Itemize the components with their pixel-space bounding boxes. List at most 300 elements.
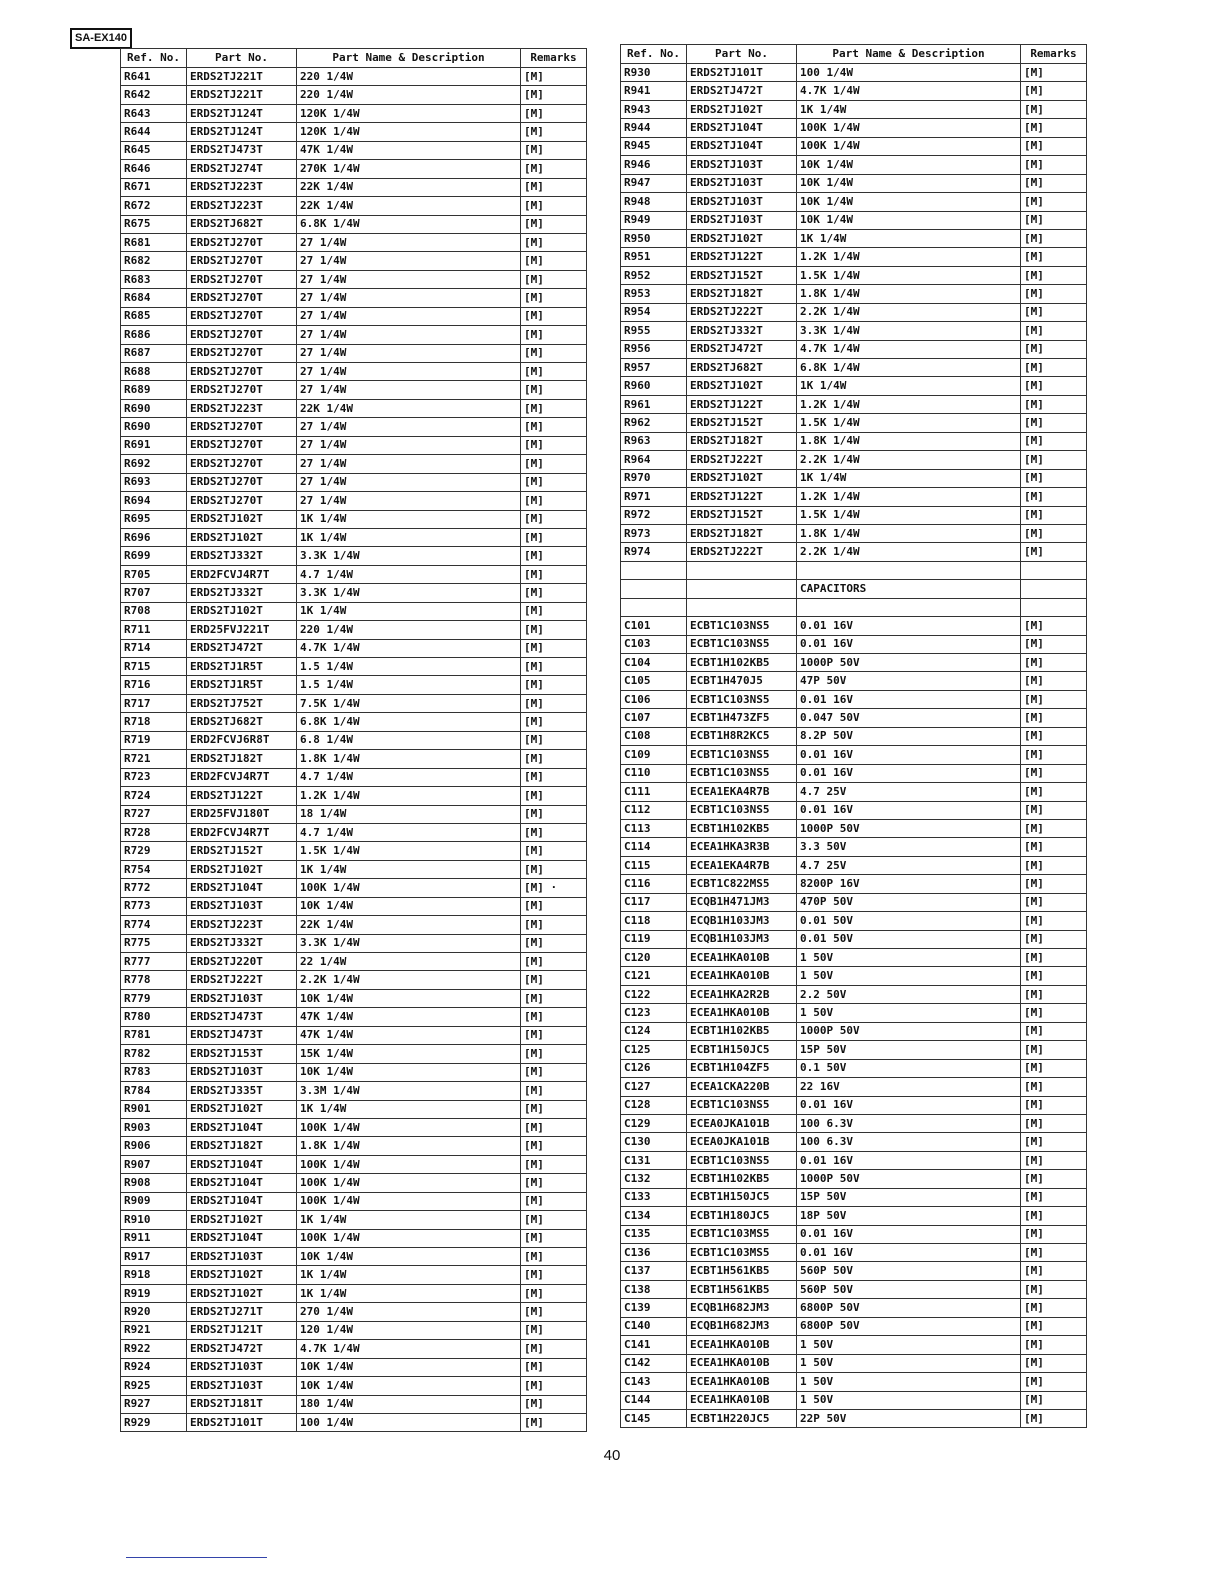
cell-part-no: ERDS2TJ182T (187, 750, 297, 768)
cell-remarks: [M] (1021, 1373, 1087, 1391)
cell-part-no: ERDS2TJ104T (187, 1229, 297, 1247)
cell-part-no: ERDS2TJ682T (187, 215, 297, 233)
cell-remarks: [M] (521, 1413, 587, 1431)
cell-part-no: ECEA1HKA010B (687, 967, 797, 985)
table-row (121, 1137, 587, 1155)
cell-ref-no: R705 (121, 565, 187, 583)
cell-ref-no: R721 (121, 750, 187, 768)
cell-remarks: [M] (1021, 359, 1087, 377)
cell-remarks: [M] (521, 842, 587, 860)
cell-remarks: [M] (521, 270, 587, 288)
cell-remarks: [M] (521, 934, 587, 952)
cell-ref-no: R920 (121, 1303, 187, 1321)
table-row (121, 436, 587, 454)
cell-remarks: [M] (521, 565, 587, 583)
table-row (121, 823, 587, 841)
col-remarks: Remarks (521, 49, 587, 68)
table-row (621, 1409, 1087, 1427)
cell-ref-no: R953 (621, 285, 687, 303)
cell-part-no: ERDS2TJ472T (687, 340, 797, 358)
cell-ref-no: C108 (621, 727, 687, 745)
cell-ref-no: R694 (121, 492, 187, 510)
model-label: SA-EX140 (70, 28, 132, 49)
cell-part-no: ECEA1CKA220B (687, 1078, 797, 1096)
cell-ref-no: R910 (121, 1211, 187, 1229)
cell-ref-no: R719 (121, 731, 187, 749)
table-row (121, 989, 587, 1007)
cell-ref-no: C116 (621, 875, 687, 893)
table-row (621, 1078, 1087, 1096)
cell-part-no: ERDS2TJ332T (687, 322, 797, 340)
cell-ref-no: R644 (121, 123, 187, 141)
cell-ref-no: C134 (621, 1207, 687, 1225)
cell-description: 1K 1/4W (297, 528, 521, 546)
table-row (121, 694, 587, 712)
cell-remarks: [M] (521, 197, 587, 215)
cell-remarks: [M] (1021, 856, 1087, 874)
cell-description: 1 50V (797, 1391, 1021, 1409)
cell-remarks: [M] (1021, 414, 1087, 432)
cell-description: 1.5K 1/4W (797, 266, 1021, 284)
cell-description: 100K 1/4W (297, 1229, 521, 1247)
cell-remarks: [M] (1021, 635, 1087, 653)
cell-part-no: ECEA1HKA010B (687, 949, 797, 967)
cell-remarks: [M] (521, 713, 587, 731)
cell-remarks: [M] (521, 160, 587, 178)
cell-part-no: ERDS2TJ103T (187, 897, 297, 915)
cell-part-no: ERDS2TJ104T (687, 137, 797, 155)
table-row (621, 561, 1087, 579)
cell-remarks: [M] (521, 1377, 587, 1395)
table-row (121, 344, 587, 362)
cell-part-no: ERDS2TJ122T (687, 488, 797, 506)
table-row (621, 1041, 1087, 1059)
cell-part-no: ERDS2TJ152T (687, 266, 797, 284)
table-row (121, 547, 587, 565)
cell-remarks: [M] (521, 1395, 587, 1413)
table-row (621, 469, 1087, 487)
cell-part-no: ECEA1EKA4R7B (687, 783, 797, 801)
cell-remarks: [M] (521, 694, 587, 712)
cell-ref-no: C125 (621, 1041, 687, 1059)
cell-ref-no: R729 (121, 842, 187, 860)
cell-ref-no: R754 (121, 860, 187, 878)
cell-ref-no: R778 (121, 971, 187, 989)
cell-remarks: [M] (1021, 1354, 1087, 1372)
table-row (121, 1266, 587, 1284)
table-row (121, 197, 587, 215)
table-row (121, 363, 587, 381)
cell-remarks: [M] (1021, 1022, 1087, 1040)
cell-part-no: ECBT1H150JC5 (687, 1188, 797, 1206)
cell-remarks: [M] (1021, 285, 1087, 303)
cell-ref-no: C128 (621, 1096, 687, 1114)
cell-description: 270K 1/4W (297, 160, 521, 178)
cell-part-no: ECBT1H561KB5 (687, 1262, 797, 1280)
table-row (621, 1207, 1087, 1225)
cell-part-no: ERDS2TJ222T (687, 451, 797, 469)
cell-ref-no: C121 (621, 967, 687, 985)
table-row (621, 580, 1087, 598)
cell-description: 1 50V (797, 1373, 1021, 1391)
parts-table-left-body (121, 68, 587, 1432)
cell-part-no: ECEA1HKA010B (687, 1336, 797, 1354)
cell-remarks: [M] (1021, 543, 1087, 561)
table-row (621, 488, 1087, 506)
table-row (621, 875, 1087, 893)
cell-part-no: ERDS2TJ270T (187, 344, 297, 362)
cell-remarks: [M] (1021, 229, 1087, 247)
cell-remarks: [M] (521, 916, 587, 934)
cell-ref-no: R696 (121, 528, 187, 546)
cell-description: 10K 1/4W (797, 211, 1021, 229)
cell-remarks (1021, 561, 1087, 579)
table-row (621, 985, 1087, 1003)
cell-description: 27 1/4W (297, 455, 521, 473)
cell-ref-no: R973 (621, 524, 687, 542)
cell-description: 2.2K 1/4W (297, 971, 521, 989)
cell-description: 27 1/4W (297, 307, 521, 325)
cell-ref-no: R955 (621, 322, 687, 340)
cell-part-no: ECBT1H102KB5 (687, 819, 797, 837)
cell-part-no: ECBT1H180JC5 (687, 1207, 797, 1225)
cell-part-no: ERDS2TJ682T (687, 359, 797, 377)
cell-description: 180 1/4W (297, 1395, 521, 1413)
table-row (621, 893, 1087, 911)
cell-part-no: ECEA1HKA3R3B (687, 838, 797, 856)
table-row (621, 156, 1087, 174)
cell-remarks: [M] (1021, 322, 1087, 340)
cell-remarks: [M] (521, 1026, 587, 1044)
cell-ref-no: R929 (121, 1413, 187, 1431)
cell-part-no: ERDS2TJ124T (187, 123, 297, 141)
cell-ref-no: C119 (621, 930, 687, 948)
cell-description: 27 1/4W (297, 289, 521, 307)
cell-part-no: ERDS2TJ274T (187, 160, 297, 178)
cell-ref-no: R642 (121, 86, 187, 104)
cell-part-no: ECEA0JKA101B (687, 1133, 797, 1151)
cell-ref-no: C132 (621, 1170, 687, 1188)
table-row (621, 1262, 1087, 1280)
cell-description: 10K 1/4W (797, 174, 1021, 192)
table-row (621, 1170, 1087, 1188)
cell-ref-no: R645 (121, 141, 187, 159)
cell-part-no: ERDS2TJ473T (187, 141, 297, 159)
cell-ref-no: C104 (621, 654, 687, 672)
cell-ref-no: R780 (121, 1008, 187, 1026)
cell-remarks: [M] (1021, 1280, 1087, 1298)
cell-remarks: [M] (1021, 1078, 1087, 1096)
cell-remarks: [M] (521, 123, 587, 141)
cell-ref-no: R903 (121, 1118, 187, 1136)
cell-remarks: [M] (521, 510, 587, 528)
cell-part-no: ERDS2TJ270T (187, 307, 297, 325)
cell-ref-no: R686 (121, 326, 187, 344)
table-row (121, 123, 587, 141)
cell-part-no: ERD2FCVJ4R7T (187, 768, 297, 786)
cell-ref-no: R688 (121, 363, 187, 381)
table-row (121, 141, 587, 159)
table-row (621, 1336, 1087, 1354)
cell-description: 1000P 50V (797, 1170, 1021, 1188)
table-row (621, 727, 1087, 745)
cell-description: 10K 1/4W (797, 193, 1021, 211)
cell-ref-no: R961 (621, 395, 687, 413)
cell-part-no: ECBT1C822MS5 (687, 875, 797, 893)
cell-part-no: ERDS2TJ104T (187, 1174, 297, 1192)
cell-remarks: [M] (1021, 949, 1087, 967)
cell-ref-no: R908 (121, 1174, 187, 1192)
cell-remarks: [M] (521, 1358, 587, 1376)
cell-part-no (687, 561, 797, 579)
cell-description: 27 1/4W (297, 363, 521, 381)
table-row (621, 119, 1087, 137)
cell-description: 6800P 50V (797, 1317, 1021, 1335)
cell-description (797, 561, 1021, 579)
cell-remarks: [M] (521, 621, 587, 639)
cell-description: 18 1/4W (297, 805, 521, 823)
cell-description: 10K 1/4W (297, 1248, 521, 1266)
cell-description: 0.01 16V (797, 1096, 1021, 1114)
cell-ref-no: C145 (621, 1409, 687, 1427)
table-row (121, 233, 587, 251)
cell-ref-no: R971 (621, 488, 687, 506)
cell-description: 27 1/4W (297, 233, 521, 251)
cell-part-no: ERDS2TJ102T (187, 528, 297, 546)
table-row (121, 510, 587, 528)
cell-part-no: ECBT1C103NS5 (687, 801, 797, 819)
cell-remarks: [M] (521, 676, 587, 694)
cell-description: 1 50V (797, 1354, 1021, 1372)
cell-part-no: ECBT1H220JC5 (687, 1409, 797, 1427)
cell-description: 4.7K 1/4W (297, 639, 521, 657)
cell-part-no: ERDS2TJ102T (187, 1284, 297, 1302)
cell-ref-no: C118 (621, 912, 687, 930)
cell-part-no: ECEA1EKA4R7B (687, 856, 797, 874)
cell-part-no: ERDS2TJ221T (187, 86, 297, 104)
table-row (621, 709, 1087, 727)
cell-ref-no: R774 (121, 916, 187, 934)
table-row (621, 1188, 1087, 1206)
cell-part-no: ERDS2TJ332T (187, 547, 297, 565)
cell-description: 100 6.3V (797, 1133, 1021, 1151)
cell-part-no: ERDS2TJ220T (187, 953, 297, 971)
cell-part-no: ERDS2TJ332T (187, 584, 297, 602)
cell-ref-no: R943 (621, 100, 687, 118)
cell-description: 15P 50V (797, 1041, 1021, 1059)
table-row (121, 455, 587, 473)
cell-remarks: [M] (1021, 1114, 1087, 1132)
table-row (621, 1317, 1087, 1335)
cell-ref-no: R683 (121, 270, 187, 288)
cell-ref-no: R772 (121, 879, 187, 897)
cell-ref-no: C103 (621, 635, 687, 653)
cell-part-no: ERDS2TJ103T (687, 193, 797, 211)
cell-remarks: [M] (521, 1100, 587, 1118)
cell-description: 120K 1/4W (297, 123, 521, 141)
table-row (121, 621, 587, 639)
cell-ref-no: C130 (621, 1133, 687, 1151)
cell-part-no: ECBT1C103NS5 (687, 1151, 797, 1169)
cell-ref-no: R919 (121, 1284, 187, 1302)
table-row (121, 1174, 587, 1192)
cell-part-no: ERDS2TJ122T (187, 787, 297, 805)
cell-description: 1000P 50V (797, 654, 1021, 672)
cell-description: 0.01 16V (797, 635, 1021, 653)
cell-ref-no: R962 (621, 414, 687, 432)
cell-part-no: ERDS2TJ102T (687, 377, 797, 395)
cell-part-no: ECBT1H102KB5 (687, 1170, 797, 1188)
cell-description: 1000P 50V (797, 819, 1021, 837)
table-row (121, 86, 587, 104)
cell-remarks: [M] (1021, 654, 1087, 672)
cell-remarks: [M] (521, 787, 587, 805)
table-row (621, 1373, 1087, 1391)
cell-remarks: [M] (1021, 709, 1087, 727)
cell-remarks: [M] (1021, 875, 1087, 893)
table-row (121, 584, 587, 602)
cell-part-no: ERDS2TJ270T (187, 252, 297, 270)
cell-part-no: ERDS2TJ182T (687, 285, 797, 303)
cell-remarks: [M] (1021, 1391, 1087, 1409)
cell-ref-no: R690 (121, 418, 187, 436)
table-row (621, 949, 1087, 967)
cell-part-no: ERDS2TJ104T (187, 1155, 297, 1173)
cell-ref-no: C123 (621, 1004, 687, 1022)
page-number: 40 (603, 1447, 621, 1464)
cell-ref-no: R727 (121, 805, 187, 823)
cell-ref-no: R643 (121, 104, 187, 122)
table-row (121, 160, 587, 178)
cell-ref-no: C126 (621, 1059, 687, 1077)
table-row (121, 1229, 587, 1247)
cell-description: 3.3K 1/4W (797, 322, 1021, 340)
cell-ref-no: C122 (621, 985, 687, 1003)
cell-remarks: [M] (1021, 137, 1087, 155)
cell-description: 22 16V (797, 1078, 1021, 1096)
table-row (621, 838, 1087, 856)
cell-remarks: [M] (1021, 1409, 1087, 1427)
table-row (121, 381, 587, 399)
cell-part-no: ERDS2TJ101T (687, 64, 797, 82)
cell-description: 1K 1/4W (297, 1211, 521, 1229)
cell-part-no: ECBT1H470J5 (687, 672, 797, 690)
cell-ref-no (621, 561, 687, 579)
cell-description: 47K 1/4W (297, 1026, 521, 1044)
cell-ref-no: R901 (121, 1100, 187, 1118)
cell-part-no: ERDS2TJ153T (187, 1045, 297, 1063)
table-row (621, 635, 1087, 653)
table-row (621, 1096, 1087, 1114)
cell-description: 4.7 1/4W (297, 565, 521, 583)
cell-ref-no: R717 (121, 694, 187, 712)
cell-part-no: ERDS2TJ222T (187, 971, 297, 989)
cell-description: 10K 1/4W (297, 1358, 521, 1376)
cell-ref-no: R782 (121, 1045, 187, 1063)
table-row (121, 768, 587, 786)
cell-remarks: [M] (1021, 930, 1087, 948)
cell-remarks: [M] (521, 731, 587, 749)
cell-part-no: ERDS2TJ223T (187, 197, 297, 215)
cell-remarks: [M] (1021, 727, 1087, 745)
cell-remarks: [M] (1021, 506, 1087, 524)
col-part-no: Part No. (687, 45, 797, 64)
cell-remarks: [M] (1021, 672, 1087, 690)
cell-description: 27 1/4W (297, 270, 521, 288)
table-row (621, 1299, 1087, 1317)
table-row (121, 1303, 587, 1321)
cell-description: 4.7K 1/4W (797, 82, 1021, 100)
cell-description: 22K 1/4W (297, 178, 521, 196)
cell-description: 3.3M 1/4W (297, 1082, 521, 1100)
cell-description: 47K 1/4W (297, 1008, 521, 1026)
cell-remarks: [M] (1021, 967, 1087, 985)
cell-description: 0.01 16V (797, 690, 1021, 708)
cell-part-no: ERDS2TJ103T (687, 156, 797, 174)
cell-ref-no: R711 (121, 621, 187, 639)
cell-remarks: [M] (1021, 469, 1087, 487)
table-row (121, 215, 587, 233)
cell-description: 27 1/4W (297, 344, 521, 362)
cell-description: 6800P 50V (797, 1299, 1021, 1317)
table-row (621, 1244, 1087, 1262)
cell-description: 1 50V (797, 949, 1021, 967)
cell-remarks: [M] (1021, 266, 1087, 284)
cell-part-no: ERDS2TJ182T (687, 432, 797, 450)
cell-part-no: ERD25FVJ180T (187, 805, 297, 823)
cell-part-no: ERDS2TJ472T (187, 639, 297, 657)
cell-remarks: [M] (1021, 819, 1087, 837)
cell-ref-no: R681 (121, 233, 187, 251)
cell-description: 100K 1/4W (297, 879, 521, 897)
cell-remarks: [M] (1021, 985, 1087, 1003)
cell-remarks: [M] (1021, 211, 1087, 229)
cell-part-no: ERDS2TJ104T (187, 1192, 297, 1210)
cell-remarks: [M] (1021, 1004, 1087, 1022)
table-row (621, 359, 1087, 377)
cell-part-no: ERDS2TJ270T (187, 455, 297, 473)
cell-description: 4.7 25V (797, 856, 1021, 874)
cell-description: 1K 1/4W (297, 1284, 521, 1302)
table-row (121, 1340, 587, 1358)
cell-ref-no: R777 (121, 953, 187, 971)
cell-remarks: [M] (1021, 488, 1087, 506)
cell-ref-no: R957 (621, 359, 687, 377)
cell-ref-no: R951 (621, 248, 687, 266)
cell-part-no: ECEA0JKA101B (687, 1114, 797, 1132)
cell-ref-no: R970 (621, 469, 687, 487)
cell-ref-no: R907 (121, 1155, 187, 1173)
cell-ref-no: R950 (621, 229, 687, 247)
cell-ref-no: R946 (621, 156, 687, 174)
table-row (121, 1026, 587, 1044)
table-row (621, 746, 1087, 764)
table-row (621, 783, 1087, 801)
cell-remarks: [M] (521, 860, 587, 878)
cell-description: 4.7K 1/4W (297, 1340, 521, 1358)
cell-part-no: ERD2FCVJ4R7T (187, 823, 297, 841)
cell-description: 100 1/4W (297, 1413, 521, 1431)
cell-description: 22K 1/4W (297, 197, 521, 215)
cell-remarks: [M] (1021, 451, 1087, 469)
table-row (621, 930, 1087, 948)
cell-remarks: [M] (1021, 1188, 1087, 1206)
cell-description: 100 1/4W (797, 64, 1021, 82)
cell-remarks: [M] (521, 1008, 587, 1026)
cell-ref-no: R909 (121, 1192, 187, 1210)
table-row (621, 617, 1087, 635)
cell-part-no: ECBT1H150JC5 (687, 1041, 797, 1059)
